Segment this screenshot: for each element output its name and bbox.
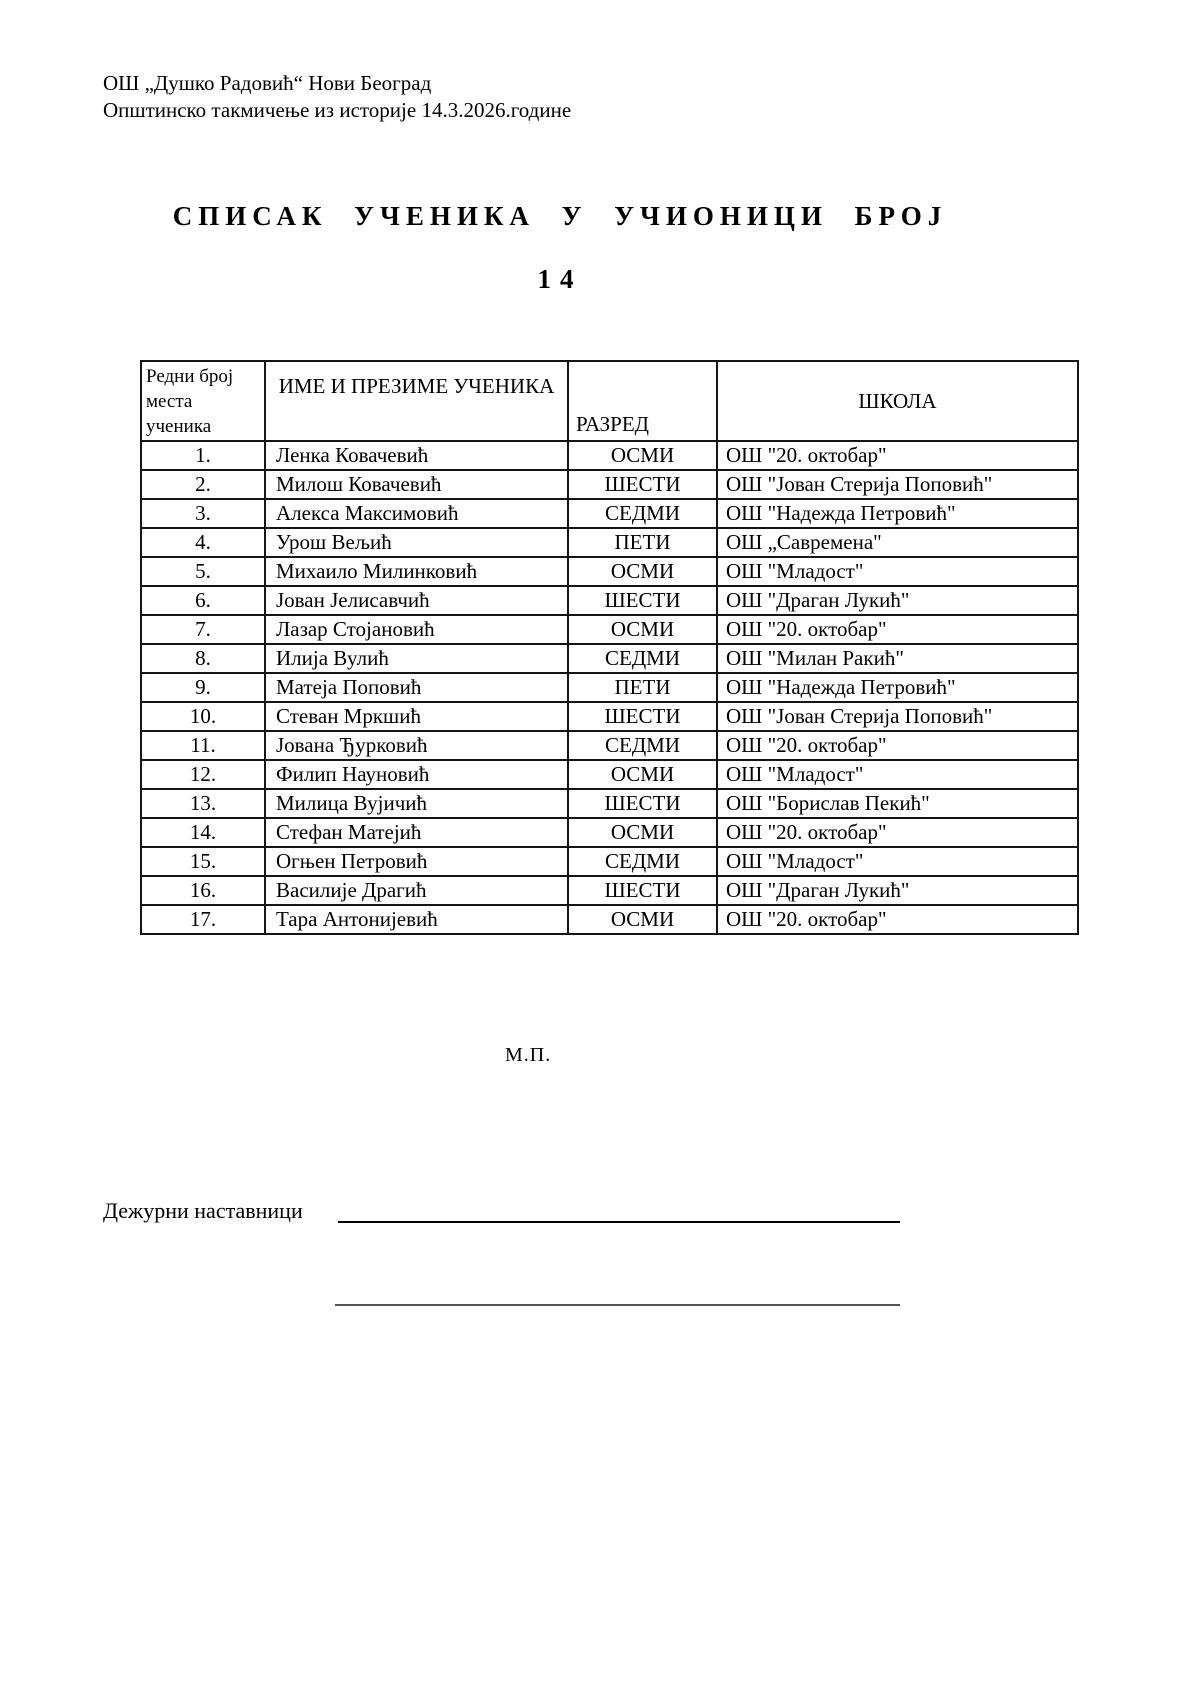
school-cell: ОШ "Младост" [717, 557, 1078, 586]
table-row [141, 673, 1078, 702]
table-row [141, 702, 1078, 731]
student-name-cell: Лазар Стојановић [265, 615, 568, 644]
signature-line-1 [338, 1221, 900, 1223]
student-name-cell: Тара Антонијевић [265, 905, 568, 934]
grade-cell: СЕДМИ [568, 644, 717, 673]
school-name-line: ОШ „Душко Радовић“ Нови Београд [103, 71, 432, 95]
student-name-cell: Ленка Ковачевић [265, 441, 568, 470]
students-table-header [141, 361, 1078, 441]
ordinal-number-cell: 6. [141, 586, 265, 615]
student-name-cell: Филип Науновић [265, 760, 568, 789]
grade-cell: ОСМИ [568, 615, 717, 644]
grade-cell: ШЕСТИ [568, 789, 717, 818]
table-row [141, 586, 1078, 615]
table-row [141, 557, 1078, 586]
school-cell: ОШ "Надежда Петровић" [717, 673, 1078, 702]
student-name-cell: Стефан Матејић [265, 818, 568, 847]
table-row [141, 876, 1078, 905]
school-cell: ОШ "20. октобар" [717, 905, 1078, 934]
grade-cell: СЕДМИ [568, 847, 717, 876]
ordinal-number-cell: 3. [141, 499, 265, 528]
school-cell: ОШ "20. октобар" [717, 731, 1078, 760]
document-title: СПИСАК УЧЕНИКА У УЧИОНИЦИ БРОЈ [172, 201, 948, 231]
school-cell: ОШ "Јован Стерија Поповић" [717, 702, 1078, 731]
grade-cell: ПЕТИ [568, 528, 717, 557]
teachers-on-duty-label: Дежурни наставници [103, 1198, 303, 1223]
ordinal-number-cell: 5. [141, 557, 265, 586]
signature-line-2 [335, 1304, 900, 1306]
table-row [141, 905, 1078, 934]
student-name-cell: Михаило Милинковић [265, 557, 568, 586]
school-cell: ОШ "20. октобар" [717, 441, 1078, 470]
school-cell: ОШ "Драган Лукић" [717, 876, 1078, 905]
school-cell: ОШ „Савремена" [717, 528, 1078, 557]
student-name-cell: Илија Вулић [265, 644, 568, 673]
grade-cell: СЕДМИ [568, 731, 717, 760]
ordinal-number-cell: 15. [141, 847, 265, 876]
student-name-cell: Урош Вељић [265, 528, 568, 557]
grade-cell: ОСМИ [568, 905, 717, 934]
ordinal-number-cell: 9. [141, 673, 265, 702]
table-row [141, 789, 1078, 818]
table-row [141, 731, 1078, 760]
student-name-cell: Василије Драгић [265, 876, 568, 905]
header-grade: РАЗРЕД [568, 361, 717, 441]
table-row [141, 441, 1078, 470]
student-name-cell: Алекса Максимовић [265, 499, 568, 528]
ordinal-number-cell: 11. [141, 731, 265, 760]
school-header [103, 70, 571, 124]
ordinal-number-cell: 2. [141, 470, 265, 499]
header-ordinal-number: Редни број места ученика [141, 361, 265, 441]
grade-cell: ШЕСТИ [568, 876, 717, 905]
table-row [141, 760, 1078, 789]
school-cell: ОШ "20. октобар" [717, 615, 1078, 644]
student-name-cell: Јован Јелисавчић [265, 586, 568, 615]
header-student-name: ИМЕ И ПРЕЗИМЕ УЧЕНИКА [265, 361, 568, 441]
ordinal-number-cell: 16. [141, 876, 265, 905]
competition-info-line: Општинско такмичење из историје 14.3.2026.године [103, 98, 572, 122]
school-cell: ОШ "Милан Ракић" [717, 644, 1078, 673]
school-cell: ОШ "Надежда Петровић" [717, 499, 1078, 528]
grade-cell: ОСМИ [568, 441, 717, 470]
ordinal-number-cell: 7. [141, 615, 265, 644]
header-school: ШКОЛА [717, 361, 1078, 441]
student-name-cell: Јована Ђурковић [265, 731, 568, 760]
ordinal-number-cell: 8. [141, 644, 265, 673]
school-cell: ОШ "Борислав Пекић" [717, 789, 1078, 818]
table-row [141, 470, 1078, 499]
table-row [141, 528, 1078, 557]
school-cell: ОШ "Младост" [717, 760, 1078, 789]
ordinal-number-cell: 14. [141, 818, 265, 847]
school-cell: ОШ "20. октобар" [717, 818, 1078, 847]
table-row [141, 644, 1078, 673]
ordinal-number-cell: 17. [141, 905, 265, 934]
header-row [141, 361, 1078, 441]
table-row [141, 615, 1078, 644]
students-table [140, 360, 1079, 935]
ordinal-number-cell: 10. [141, 702, 265, 731]
grade-cell: ПЕТИ [568, 673, 717, 702]
room-number: 14 [537, 264, 583, 294]
table-row [141, 818, 1078, 847]
student-name-cell: Огњен Петровић [265, 847, 568, 876]
student-name-cell: Милош Ковачевић [265, 470, 568, 499]
grade-cell: ОСМИ [568, 557, 717, 586]
student-name-cell: Стеван Мркшић [265, 702, 568, 731]
table-row [141, 847, 1078, 876]
grade-cell: ШЕСТИ [568, 470, 717, 499]
grade-cell: ОСМИ [568, 760, 717, 789]
table-row [141, 499, 1078, 528]
student-name-cell: Милица Вујичић [265, 789, 568, 818]
grade-cell: ОСМИ [568, 818, 717, 847]
school-cell: ОШ "Јован Стерија Поповић" [717, 470, 1078, 499]
stamp-placeholder: М.П. [505, 1044, 552, 1066]
ordinal-number-cell: 1. [141, 441, 265, 470]
grade-cell: ШЕСТИ [568, 586, 717, 615]
ordinal-number-cell: 12. [141, 760, 265, 789]
ordinal-number-cell: 4. [141, 528, 265, 557]
grade-cell: ШЕСТИ [568, 702, 717, 731]
student-name-cell: Матеја Поповић [265, 673, 568, 702]
grade-cell: СЕДМИ [568, 499, 717, 528]
school-cell: ОШ "Драган Лукић" [717, 586, 1078, 615]
ordinal-number-cell: 13. [141, 789, 265, 818]
students-table-body [141, 441, 1078, 934]
school-cell: ОШ "Младост" [717, 847, 1078, 876]
